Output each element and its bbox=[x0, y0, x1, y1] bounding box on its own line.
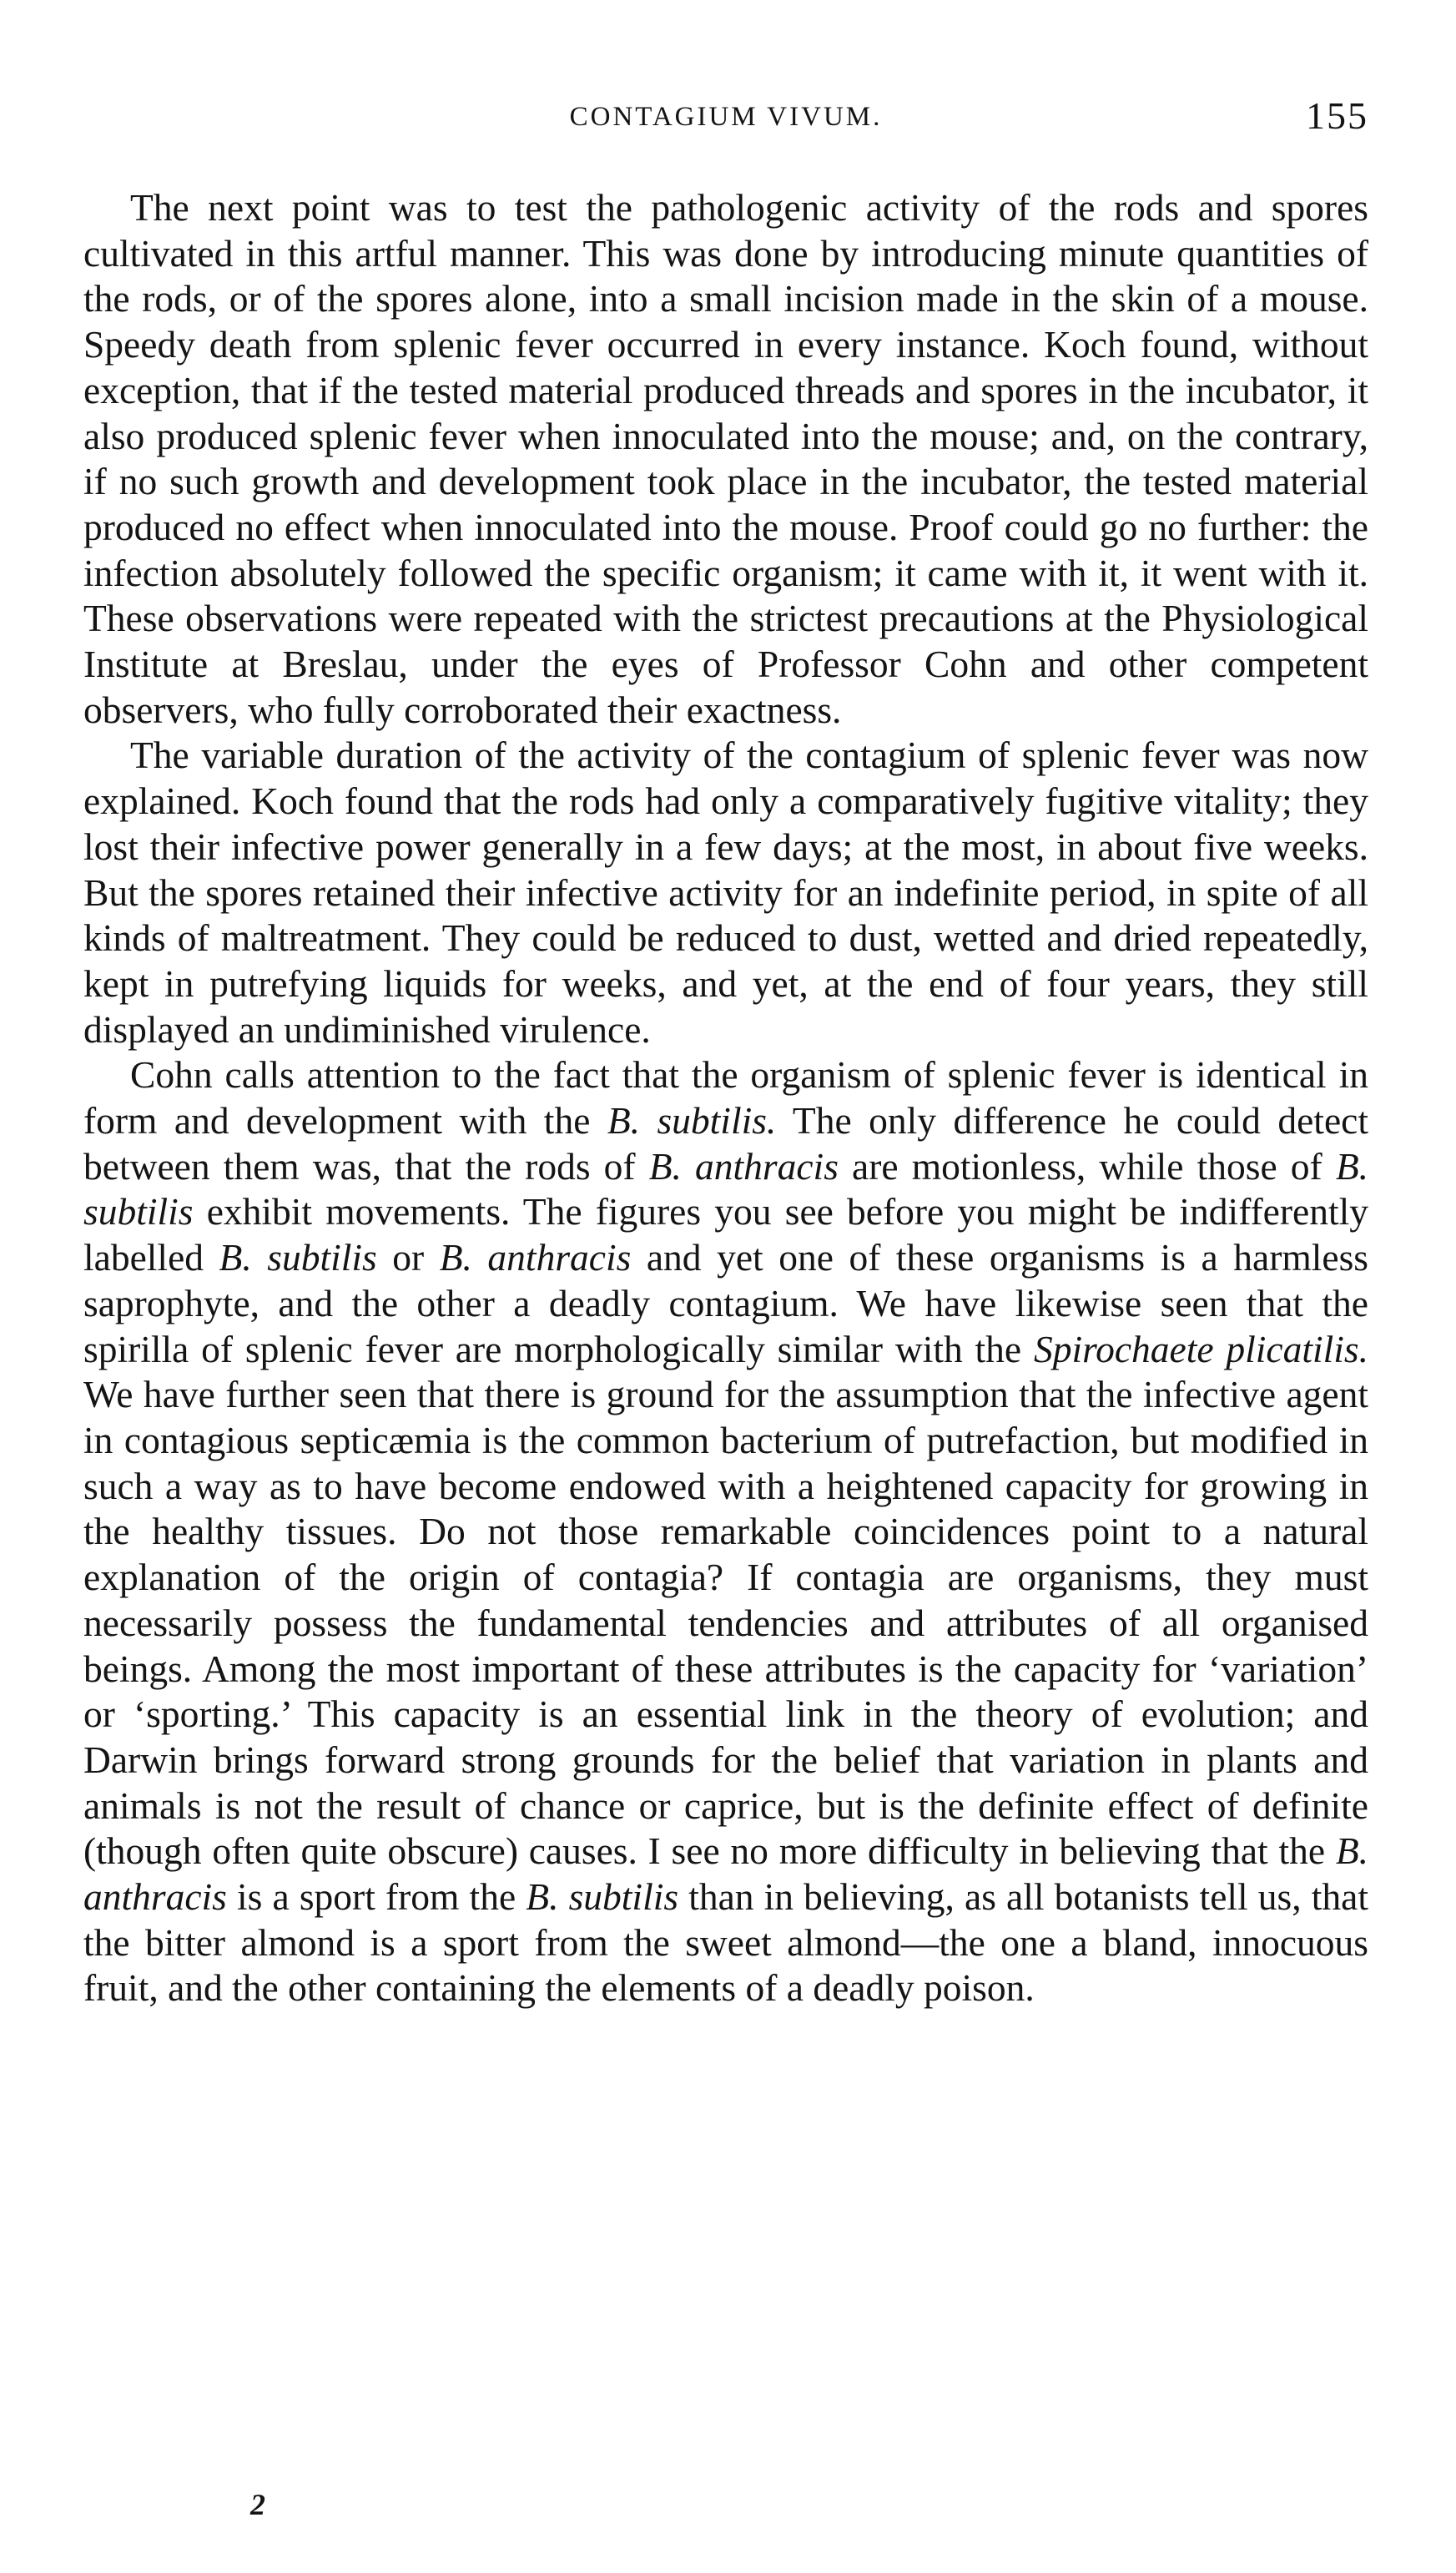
italic-species-name: Spirochaete plicatilis. bbox=[1033, 1327, 1368, 1370]
text-run: than in believing, as all botanists tell us, that the bitter almond is a sport from the sweet almond—the one a bland, innocuous fruit, and the other containing the elements of a deadly poison. bbox=[83, 1875, 1368, 2010]
page-number: 155 bbox=[1306, 94, 1368, 137]
text-run: We have further seen that there is ground for the assumption that the infective agent in contagious septicæmia is the common bacterium of putrefaction, but modified in such a way as to have become endowed with a heightened capacity for growing in the healthy tissues. Do not those remarkable coincidences point to a natural explanation of the origin of contagia? If contagia are organisms, they must necessarily possess the fundamental tendencies and attributes of all organised beings. Among the most important of these attributes is the capacity for ‘variation’ or ‘sporting.’ This capacity is an essential link in the theory of evolution; and Darwin brings forward strong grounds for the belief that variation in plants and animals is not the result of chance or caprice, but is the definite effect of definite (though often quite obscure) causes. I see no more difficulty in believing that the bbox=[83, 1373, 1368, 1873]
italic-species-name: B. subtilis bbox=[83, 1144, 1368, 1234]
text-run: are motionless, while those of bbox=[838, 1144, 1336, 1188]
running-title: CONTAGIUM VIVUM. bbox=[569, 102, 883, 132]
paragraph bbox=[83, 185, 1368, 733]
italic-species-name: B. anthracis bbox=[439, 1236, 632, 1279]
text-run: or bbox=[376, 1236, 440, 1279]
text-run: The variable duration of the activity of the contagium of splenic fever was now explained. Koch found that the rods had only a comparatively fugitive vitality; they lost their infective power generally in a few days; at the most, in about five weeks. But the spores retained their infective activity for an indefinite period, in spite of all kinds of maltreatment. They could be reduced to dust, wetted and dried repeatedly, kept in putrefying liquids for weeks, and yet, at the end of four years, they still displayed an undiminished virulence. bbox=[83, 734, 1368, 1051]
text-run: and yet one of these organisms is a harmless saprophyte, and the other a deadly contagium. We have likewise seen that the spirilla of splenic fever are morphologically similar with the bbox=[83, 1236, 1369, 1370]
body-text bbox=[83, 185, 1368, 2011]
italic-species-name: B. anthracis bbox=[83, 1829, 1368, 1919]
text-run: The next point was to test the pathologenic activity of the rods and spores cultivated in this artful manner. This was done by introducing minute quantities of the rods, or of the spores alone, into a small incision made in the skin of a mouse. Speedy death from splenic fever occurred in every instance. Koch found, without exception, that if the tested material produced threads and spores in the incubator, it also produced splenic fever when innoculated into the mouse; and, on the contrary, if no such growth and development took place in the incubator, the tested material produced no effect when innoculated into the mouse. Proof could go no further: the infection absolutely followed the specific organism; it came with it, it went with it. These observations were repeated with the strictest precautions at the Physiological Institute at Breslau, under the eyes of Professor Cohn and other competent observers, who fully corroborated their exactness. bbox=[83, 186, 1368, 731]
text-run: is a sport from the bbox=[226, 1875, 526, 1919]
text-run: The only difference he could detect between them was, that the rods of bbox=[83, 1099, 1368, 1188]
italic-species-name: B. subtilis bbox=[526, 1875, 679, 1919]
text-run: Cohn calls attention to the fact that the organism of splenic fever is identical in form and development with the bbox=[83, 1053, 1368, 1143]
text-run: exhibit movements. The figures you see before you might be indifferently labelled bbox=[83, 1190, 1368, 1279]
paragraph bbox=[83, 1052, 1368, 2011]
running-head bbox=[83, 93, 1368, 144]
signature-mark: 2 bbox=[250, 2488, 265, 2521]
italic-species-name: B. subtilis. bbox=[607, 1099, 777, 1143]
paragraph bbox=[83, 733, 1368, 1052]
italic-species-name: B. anthracis bbox=[648, 1144, 839, 1188]
italic-species-name: B. subtilis bbox=[219, 1236, 377, 1279]
